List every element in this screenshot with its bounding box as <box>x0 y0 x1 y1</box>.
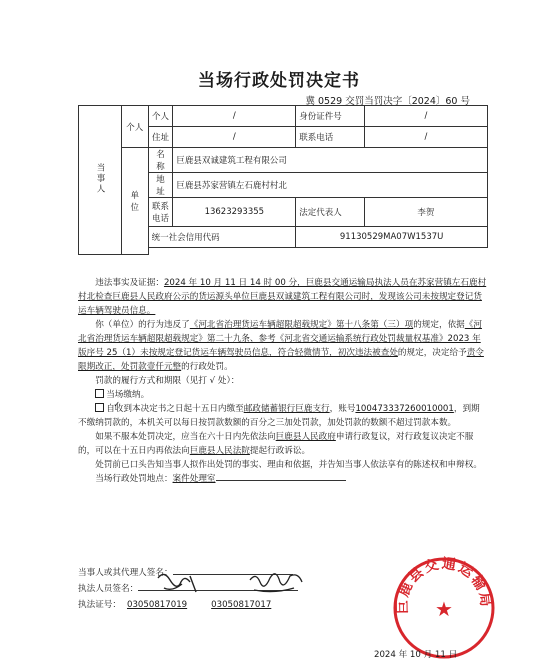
individual-name-value: / <box>173 106 296 127</box>
appeal-court: 巨鹿县人民法院 <box>189 446 250 456</box>
unit-address-value: 巨鹿县苏家营镇左石鹿村村北 <box>173 173 488 198</box>
handwritten-signature-icon <box>150 566 340 602</box>
svg-text:★: ★ <box>435 597 453 621</box>
individual-phone-value: / <box>364 127 487 148</box>
legal-rep-label: 法定代表人 <box>296 198 365 227</box>
unit-name-label: 名 称 <box>148 148 173 173</box>
unit-phone-label: 联系电话 <box>148 198 173 227</box>
decision-date: 2024 年 10 月 11 日 <box>374 650 458 660</box>
id-number-label: 身份证件号 <box>296 106 365 127</box>
facts-paragraph <box>78 276 488 318</box>
unit-phone-value: 13623293355 <box>173 198 296 227</box>
facts-label: 违法事实及证据： <box>95 278 164 288</box>
appeal-government: 巨鹿县人民政府 <box>275 432 336 442</box>
individual-phone-label: 联系电话 <box>296 127 365 148</box>
individual-address-label: 住址 <box>148 127 173 148</box>
party-signature-row: 当事人或其代理人签名： <box>78 565 378 581</box>
checkbox-unchecked-icon <box>95 389 104 398</box>
individual-label: 个人 <box>122 106 149 148</box>
unit-label: 单 位 <box>122 148 149 255</box>
notice-paragraph: 处罚前已口头告知当事人拟作出处罚的事实、理由和依据，并告知当事人依法享有的陈述权和申辩权。 <box>95 460 482 470</box>
individual-address-value: / <box>173 127 296 148</box>
officer-signature-row: 执法人员签名： <box>78 581 378 597</box>
credit-code-label: 统一社会信用代码 <box>148 227 296 248</box>
document-number: 冀 0529 交罚当罚决字〔2024〕60 号 <box>305 96 470 107</box>
bank-name: 邮政储蓄银行巨鹿支行 <box>243 404 330 414</box>
certificate-row: 执法证号： 03050817019 03050817017 <box>78 600 272 610</box>
unit-address-label: 地 址 <box>148 173 173 198</box>
violation-paragraph: 你（单位）的行为违反了《河北省治理货运车辆超限超载规定》第十八条第（三）项的规定，依据《河北省治理货运车辆超限超载规定》第二十九条、参考《河北省交通运输系统行政处罚裁量权基准》2023 年版序号 25（1）未按规定登记货运车辆驾驶员信息，符合轻微情节，初次违法被查处的规定，决定给予责令限期改正，处罚款壹仟元整的行政处罚。 <box>78 320 484 372</box>
payment-option-onsite: 当场缴纳。 <box>78 388 488 402</box>
penalty-basis: 《河北省治理货运车辆超限超载规定》第二十九条、参考《河北省交通运输系统行政处罚裁量权基准》2023 年版序号 25（1）未按规定登记货运车辆驾驶员信息，符合轻微情节，初次违法被查处 <box>78 320 482 358</box>
official-seal-icon <box>392 556 496 660</box>
credit-code-value: 91130529MA07W1537U <box>296 227 488 248</box>
document-body <box>78 276 488 486</box>
certificate-number-1: 03050817019 <box>126 600 188 610</box>
party-info-table <box>78 105 488 255</box>
facts-text: 2024 年 10 月 11 日 14 时 00 分，巨鹿县交通运输局执法人员在苏家营镇左石鹿村村北检查巨鹿县人民政府公示的货运源头单位巨鹿县双诚建筑工程有限公司时，发现该公司未按规定登记货运车辆驾驶员信息。 <box>78 278 487 316</box>
bank-account: 100473337260010001 <box>355 404 454 414</box>
party-label: 当事人 <box>79 106 122 255</box>
penalty-decision: 责令限期改正，处罚款壹仟元整 <box>78 348 484 372</box>
payment-heading: 罚款的履行方式和期限（见打 √ 处）： <box>95 376 240 386</box>
id-number-value: / <box>364 106 487 127</box>
legal-rep-value: 李贺 <box>364 198 487 227</box>
seal-text: 巨鹿县交通运输局 <box>394 556 494 615</box>
penalty-place-value: 案件处理室 <box>172 474 216 484</box>
payment-option-bank: ✓自收到本决定书之日起十五日内缴至邮政储蓄银行巨鹿支行，账号100473337260010001，到期不缴纳罚款的，本机关可以每日按罚款数额的百分之三加处罚款，加处罚款的数额不超过罚款本数。 <box>78 402 488 430</box>
document-title: 当场行政处罚决定书 <box>198 71 360 91</box>
individual-name-label: 个人 <box>148 106 173 127</box>
violated-law: 《河北省治理货运车辆超限超载规定》第十八条第（三）项 <box>189 320 414 330</box>
penalty-place: 当场行政处罚地点：案件处理室 <box>78 472 488 486</box>
certificate-number-2: 03050817017 <box>211 600 272 610</box>
appeal-paragraph: 如果不服本处罚决定，应当在六十日内先依法向巨鹿县人民政府申请行政复议，对行政复议决定不服的，可以在十五日内再依法向巨鹿县人民法院提起行政诉讼。 <box>78 432 474 456</box>
unit-name-value: 巨鹿县双诚建筑工程有限公司 <box>173 148 488 173</box>
checkbox-checked-icon <box>95 403 104 412</box>
